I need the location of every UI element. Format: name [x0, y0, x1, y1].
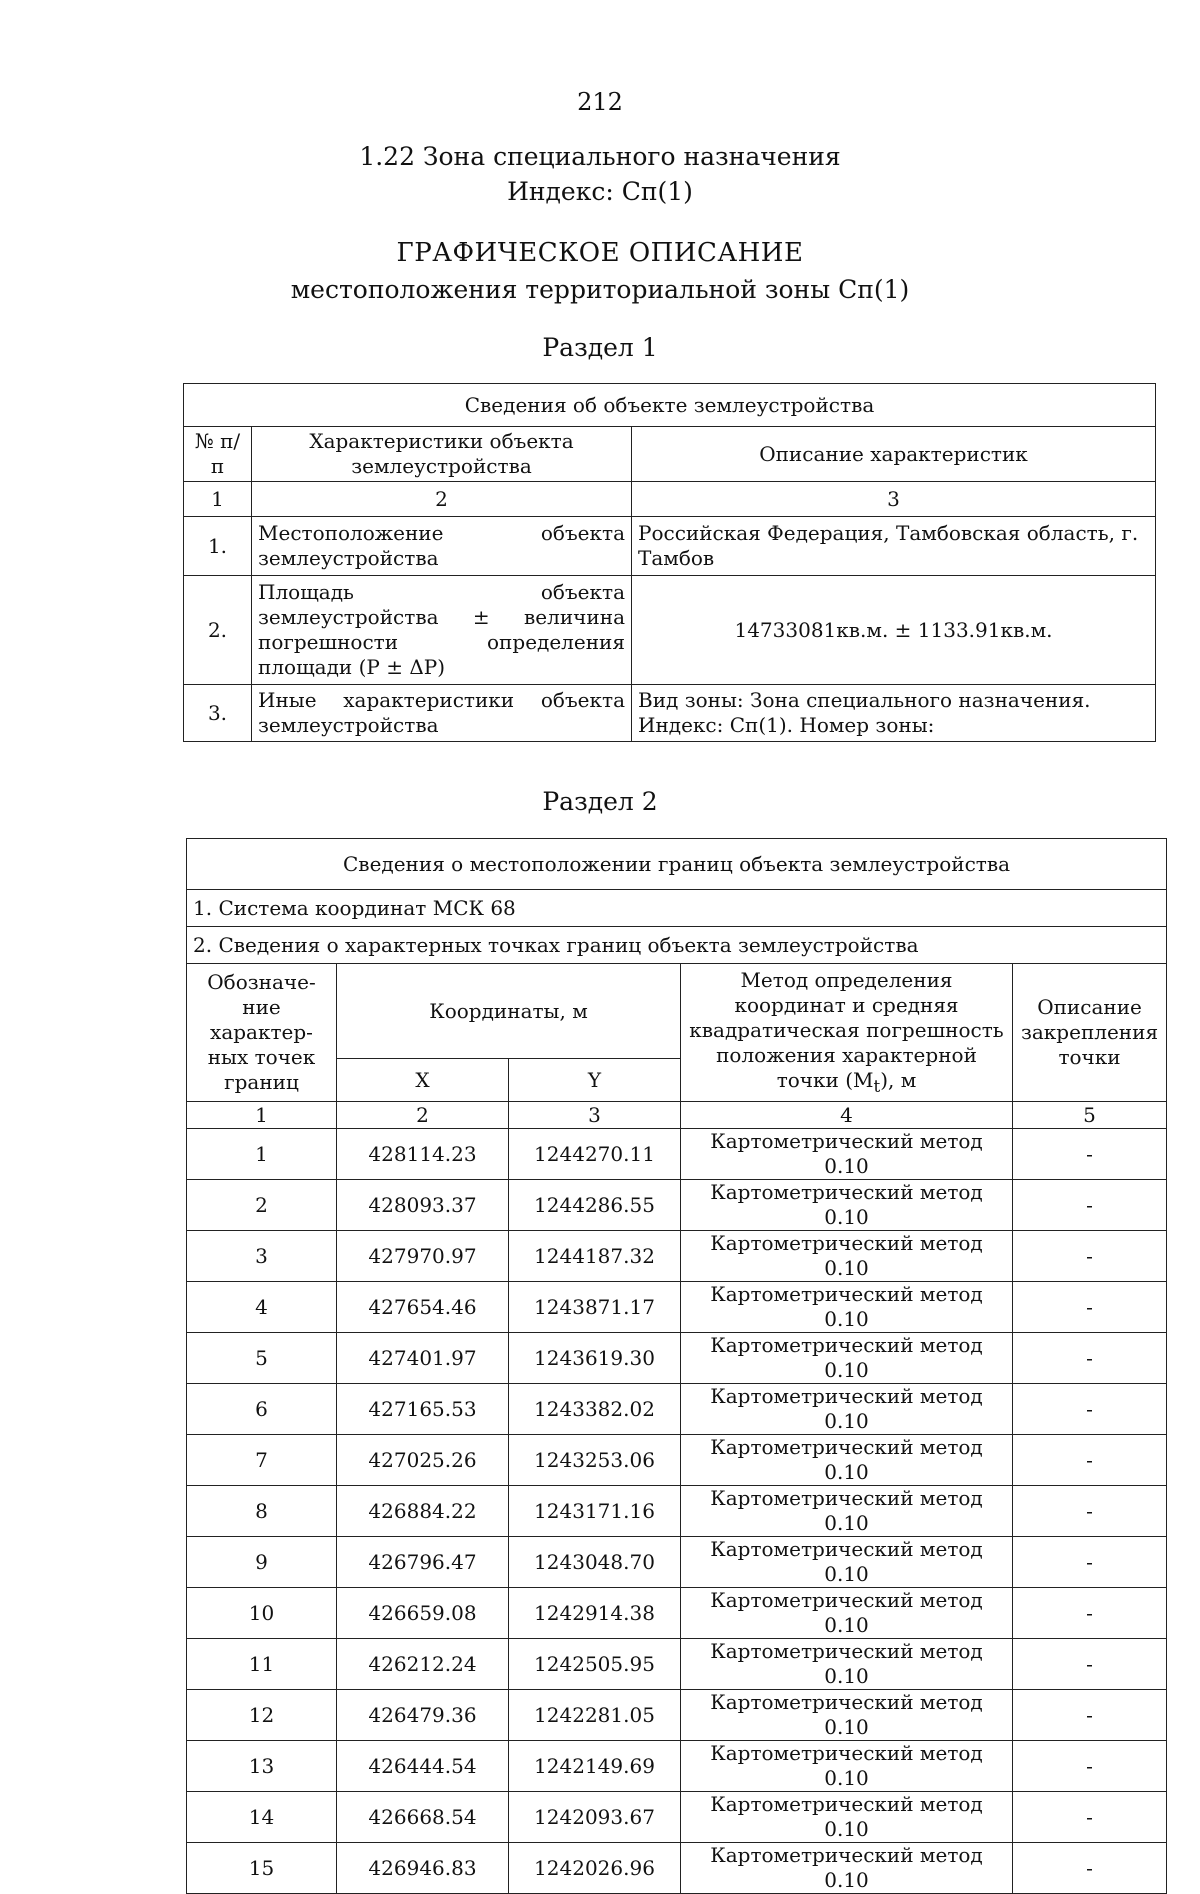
table-row — [187, 1843, 1167, 1894]
row3-characteristic: Иные характеристики объекта землеустройства — [252, 685, 632, 742]
colnum-1: 1 — [184, 482, 252, 517]
section2-label: Раздел 2 — [542, 787, 658, 816]
point-fixing: - — [1013, 1231, 1167, 1282]
point-y: 1244286.55 — [509, 1180, 681, 1231]
point-fixing: - — [1013, 1129, 1167, 1180]
point-x: 426884.22 — [337, 1486, 509, 1537]
point-x: 426668.54 — [337, 1792, 509, 1843]
point-x: 426659.08 — [337, 1588, 509, 1639]
point-fixing: - — [1013, 1741, 1167, 1792]
point-fixing: - — [1013, 1180, 1167, 1231]
point-number: 15 — [187, 1843, 337, 1894]
table-row — [187, 1537, 1167, 1588]
point-number: 8 — [187, 1486, 337, 1537]
point-fixing: - — [1013, 1792, 1167, 1843]
point-method: Картометрический метод 0.10 — [681, 1231, 1013, 1282]
point-number: 5 — [187, 1333, 337, 1384]
point-x: 426796.47 — [337, 1537, 509, 1588]
row3-description: Вид зоны: Зона специального назначения. Индекс: Сп(1). Номер зоны: — [632, 685, 1156, 742]
point-x: 427970.97 — [337, 1231, 509, 1282]
point-y: 1243253.06 — [509, 1435, 681, 1486]
row1-num: 1. — [184, 517, 252, 576]
point-method: Картометрический метод 0.10 — [681, 1639, 1013, 1690]
row2-num: 2. — [184, 576, 252, 685]
point-y: 1243048.70 — [509, 1537, 681, 1588]
table1-title: Сведения об объекте землеустройства — [184, 384, 1156, 427]
point-number: 13 — [187, 1741, 337, 1792]
point-number: 7 — [187, 1435, 337, 1486]
point-method: Картометрический метод 0.10 — [681, 1129, 1013, 1180]
table-row — [187, 1384, 1167, 1435]
row2-description: 14733081кв.м. ± 1133.91кв.м. — [632, 576, 1156, 685]
point-x: 428093.37 — [337, 1180, 509, 1231]
point-y: 1244270.11 — [509, 1129, 681, 1180]
header-num: № п/п — [184, 427, 252, 482]
point-y: 1242093.67 — [509, 1792, 681, 1843]
point-method: Картометрический метод 0.10 — [681, 1741, 1013, 1792]
colnum-1: 1 — [187, 1102, 337, 1129]
point-x: 427654.46 — [337, 1282, 509, 1333]
point-method: Картометрический метод 0.10 — [681, 1843, 1013, 1894]
point-x: 427025.26 — [337, 1435, 509, 1486]
point-method: Картометрический метод 0.10 — [681, 1435, 1013, 1486]
table-row — [187, 1639, 1167, 1690]
point-fixing: - — [1013, 1639, 1167, 1690]
point-y: 1242914.38 — [509, 1588, 681, 1639]
zone-index: Индекс: Сп(1) — [507, 177, 693, 206]
document-title: ГРАФИЧЕСКОЕ ОПИСАНИЕ — [396, 238, 804, 268]
points-body — [187, 1129, 1167, 1894]
table-row — [187, 1741, 1167, 1792]
table-row — [187, 1129, 1167, 1180]
point-fixing: - — [1013, 1537, 1167, 1588]
colnum-2: 2 — [337, 1102, 509, 1129]
table-row — [187, 1282, 1167, 1333]
point-method: Картометрический метод 0.10 — [681, 1180, 1013, 1231]
point-y: 1243619.30 — [509, 1333, 681, 1384]
zone-heading: 1.22 Зона специального назначения — [359, 142, 841, 171]
header-x: X — [337, 1059, 509, 1102]
point-number: 1 — [187, 1129, 337, 1180]
point-method: Картометрический метод 0.10 — [681, 1384, 1013, 1435]
row1-description: Российская Федерация, Тамбовская область, г. Тамбов — [632, 517, 1156, 576]
header-fixing: Описание закрепления точки — [1013, 964, 1167, 1102]
point-x: 426212.24 — [337, 1639, 509, 1690]
colnum-4: 4 — [681, 1102, 1013, 1129]
table-row — [187, 1486, 1167, 1537]
point-method: Картометрический метод 0.10 — [681, 1537, 1013, 1588]
point-x: 427165.53 — [337, 1384, 509, 1435]
point-fixing: - — [1013, 1690, 1167, 1741]
table-row — [187, 1690, 1167, 1741]
point-y: 1242149.69 — [509, 1741, 681, 1792]
table-row — [187, 1180, 1167, 1231]
colnum-5: 5 — [1013, 1102, 1167, 1129]
point-y: 1242505.95 — [509, 1639, 681, 1690]
point-number: 11 — [187, 1639, 337, 1690]
row3-num: 3. — [184, 685, 252, 742]
point-fixing: - — [1013, 1282, 1167, 1333]
colnum-3: 3 — [509, 1102, 681, 1129]
colnum-3: 3 — [632, 482, 1156, 517]
header-characteristics: Характеристики объекта землеустройства — [252, 427, 632, 482]
table-row — [187, 1333, 1167, 1384]
object-info-table — [183, 383, 1156, 742]
header-method-text: Метод определения координат и средняя квадратическая погрешность положения характерной точки (M — [689, 967, 1004, 1092]
table-row — [187, 1588, 1167, 1639]
point-x: 427401.97 — [337, 1333, 509, 1384]
header-coordinates: Координаты, м — [337, 964, 681, 1059]
point-x: 428114.23 — [337, 1129, 509, 1180]
point-method: Картометрический метод 0.10 — [681, 1333, 1013, 1384]
point-number: 9 — [187, 1537, 337, 1588]
point-method: Картометрический метод 0.10 — [681, 1690, 1013, 1741]
header-method — [681, 964, 1013, 1102]
point-number: 12 — [187, 1690, 337, 1741]
document-subtitle: местоположения территориальной зоны Сп(1) — [290, 275, 910, 304]
page-number: 212 — [577, 88, 623, 116]
point-y: 1243871.17 — [509, 1282, 681, 1333]
point-x: 426946.83 — [337, 1843, 509, 1894]
point-fixing: - — [1013, 1435, 1167, 1486]
point-number: 10 — [187, 1588, 337, 1639]
point-y: 1244187.32 — [509, 1231, 681, 1282]
table2-title: Сведения о местоположении границ объекта землеустройства — [187, 839, 1167, 890]
point-fixing: - — [1013, 1384, 1167, 1435]
point-fixing: - — [1013, 1588, 1167, 1639]
point-number: 3 — [187, 1231, 337, 1282]
point-y: 1243171.16 — [509, 1486, 681, 1537]
header-designation: Обозначе-ние характер-ных точек границ — [187, 964, 337, 1102]
point-fixing: - — [1013, 1843, 1167, 1894]
section1-label: Раздел 1 — [542, 333, 658, 362]
point-method: Картометрический метод 0.10 — [681, 1486, 1013, 1537]
point-y: 1242281.05 — [509, 1690, 681, 1741]
header-description: Описание характеристик — [632, 427, 1156, 482]
colnum-2: 2 — [252, 482, 632, 517]
row2-characteristic: Площадь объекта землеустройства ± величина погрешности определения площади (P ± ΔP) — [252, 576, 632, 685]
point-number: 2 — [187, 1180, 337, 1231]
table-row — [187, 1231, 1167, 1282]
row1-characteristic: Местоположение объекта землеустройства — [252, 517, 632, 576]
table-row — [187, 1435, 1167, 1486]
points-title: 2. Сведения о характерных точках границ объекта землеустройства — [187, 927, 1167, 964]
point-method: Картометрический метод 0.10 — [681, 1792, 1013, 1843]
boundary-points-table — [186, 838, 1167, 1894]
header-method-tail: ), м — [880, 1067, 917, 1092]
point-number: 14 — [187, 1792, 337, 1843]
header-y: Y — [509, 1059, 681, 1102]
point-x: 426479.36 — [337, 1690, 509, 1741]
point-method: Картометрический метод 0.10 — [681, 1282, 1013, 1333]
point-number: 4 — [187, 1282, 337, 1333]
table-row — [187, 1792, 1167, 1843]
coord-system: 1. Система координат МСК 68 — [187, 890, 1167, 927]
point-method: Картометрический метод 0.10 — [681, 1588, 1013, 1639]
point-y: 1242026.96 — [509, 1843, 681, 1894]
point-x: 426444.54 — [337, 1741, 509, 1792]
point-fixing: - — [1013, 1333, 1167, 1384]
point-y: 1243382.02 — [509, 1384, 681, 1435]
point-fixing: - — [1013, 1486, 1167, 1537]
header-method-sub: t — [873, 1076, 881, 1096]
point-number: 6 — [187, 1384, 337, 1435]
